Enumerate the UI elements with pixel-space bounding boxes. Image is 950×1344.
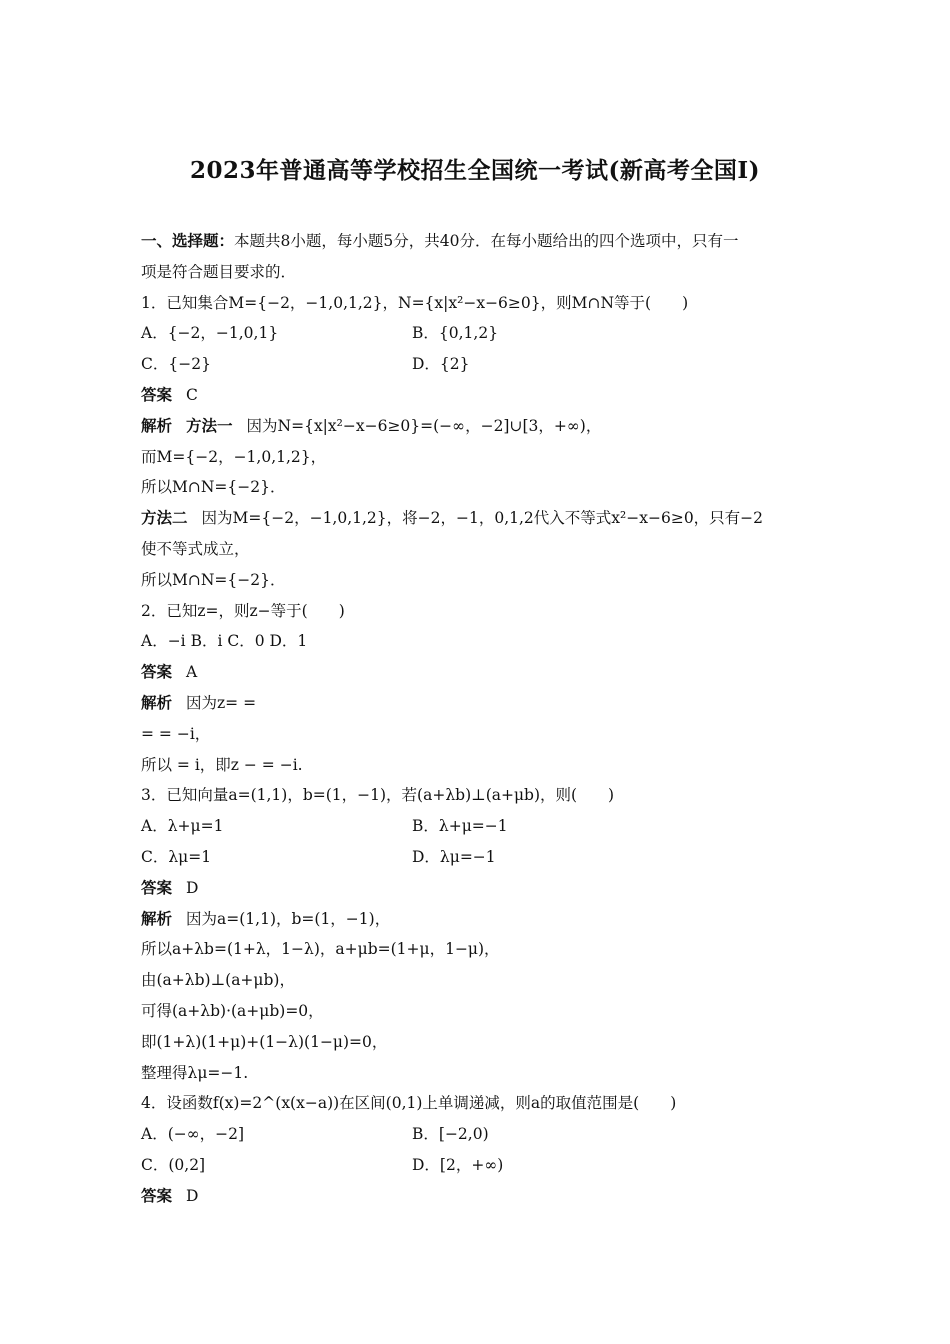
q4-option-c: C．(0,2] [141,1155,206,1174]
q3-answer [141,873,821,904]
q1-option-a: A．{−2，−1,0,1} [141,324,279,343]
q3-option-c: C．λμ=1 [141,847,212,866]
q3-analysis-line-6: 整理得λμ=−1. [141,1063,249,1082]
q1-options-row-2 [141,349,821,380]
document-body [141,226,821,1212]
q1-method1-text-1: 因为N={x|x²−x−6≥0}=(−∞，−2]∪[3，+∞)， [246,416,602,435]
q4-option-a: A．(−∞，−2] [141,1125,245,1144]
section-intro [141,226,821,257]
q3-option-a: A．λ+μ=1 [141,817,224,836]
answer-label: 答案 [141,877,173,897]
q3-analysis-line-2: 所以a+λb=(1+λ，1−λ)，a+μb=(1+μ，1−μ)， [141,940,500,959]
q2-analysis-line-2: = = −i， [141,724,211,743]
q3-analysis-text-1: 因为a=(1,1)，b=(1，−1)， [186,909,391,928]
q1-options-row-1 [141,318,821,349]
q1-method2-line-2: 使不等式成立， [141,539,250,558]
q3-analysis-line-4: 可得(a+λb)·(a+μb)=0， [141,1001,324,1020]
q2-analysis-line-1 [141,688,821,719]
q1-method1-line-3: 所以M∩N={−2}． [141,478,286,497]
q1-stem: 1．已知集合M={−2，−1,0,1,2}，N={x|x²−x−6≥0}，则M∩N等于( ) [141,293,689,312]
q3-option-b: B．λ+μ=−1 [412,817,508,836]
page-title: 2023年普通高等学校招生全国统一考试(新高考全国Ⅰ) [189,157,761,184]
analysis-label: 解析 [141,415,173,435]
q1-method1-line-1 [141,411,821,442]
q3-option-d: D．λμ=−1 [412,847,496,866]
q1-option-b: B．{0,1,2} [412,324,499,343]
section-label: 一、选择题： [141,231,235,250]
q4-options-row-1 [141,1119,821,1150]
q3-analysis-line-3: 由(a+λb)⊥(a+μb)， [141,971,295,990]
answer-label: 答案 [141,662,173,682]
q1-option-c: C．{−2} [141,355,211,374]
q3-answer-value: D [186,878,199,897]
method2-label: 方法二 [141,508,188,528]
q3-options-row-2 [141,842,821,873]
q1-method2-line-3: 所以M∩N={−2}． [141,570,286,589]
answer-label: 答案 [141,1185,173,1205]
method1-label: 方法一 [186,415,233,435]
q4-answer [141,1181,821,1212]
q2-analysis-line-3: 所以 = i，即z − = −i. [141,755,303,774]
analysis-label: 解析 [141,692,173,712]
q3-options-row-1 [141,811,821,842]
q4-options-row-2 [141,1150,821,1181]
q2-stem: 2．已知z=，则z−等于( ) [141,601,345,620]
q4-stem: 4．设函数f(x)=2^(x(x−a))在区间(0,1)上单调递减，则a的取值范围是( ) [141,1094,677,1113]
q4-answer-value: D [186,1186,199,1205]
q1-method1-line-2: 而M={−2，−1,0,1,2}， [141,447,327,466]
q4-option-d: D．[2，+∞) [412,1155,504,1174]
q2-answer-value: A [186,663,198,682]
q2-analysis-text-1: 因为z= = [186,693,257,712]
q3-analysis-line-1 [141,904,821,935]
q1-answer [141,380,821,411]
answer-label: 答案 [141,384,173,404]
q4-option-b: B．[−2,0) [412,1125,489,1144]
q1-method2-line-1 [141,503,821,534]
q3-stem: 3．已知向量a=(1,1)，b=(1，−1)，若(a+λb)⊥(a+μb)，则( ) [141,786,615,805]
q2-answer [141,657,821,688]
section-intro-text-2: 项是符合题目要求的． [141,262,297,281]
q2-options: A．−i B．i C．0 D．1 [141,632,308,651]
q1-option-d: D．{2} [412,355,470,374]
section-intro-text-1: 本题共8小题，每小题5分，共40分．在每小题给出的四个选项中，只有一 [234,232,739,250]
q1-answer-value: C [186,385,198,404]
q1-method2-text-1: 因为M={−2，−1,0,1,2}，将−2，−1，0,1,2代入不等式x²−x−6≥0，只有−2 [201,509,764,528]
q3-analysis-line-5: 即(1+λ)(1+μ)+(1−λ)(1−μ)=0， [141,1032,388,1051]
analysis-label: 解析 [141,908,173,928]
